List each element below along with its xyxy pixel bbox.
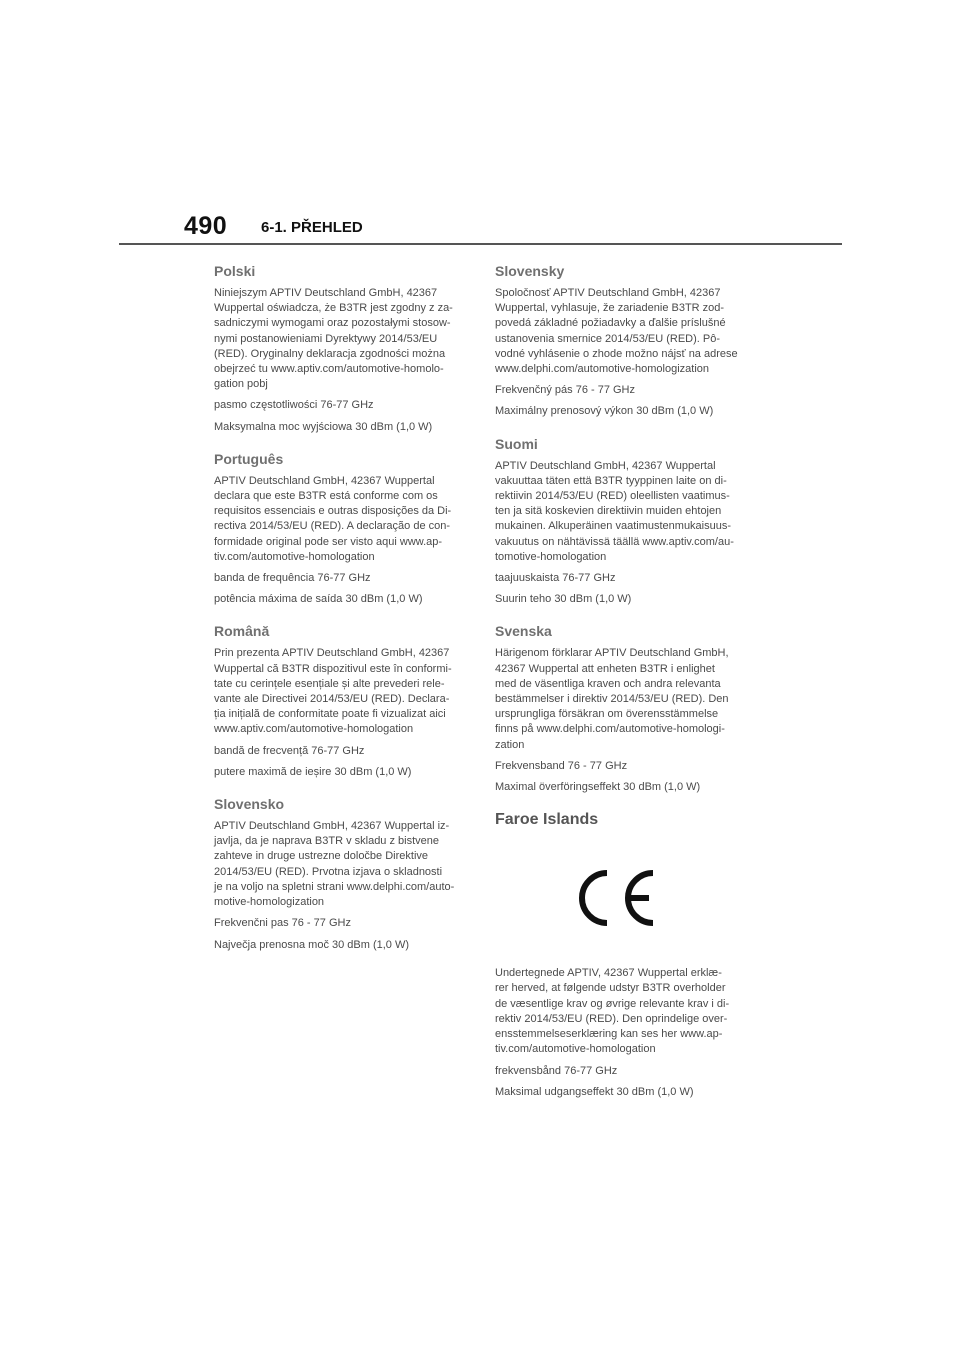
frequency-band: taajuuskaista 76-77 GHz xyxy=(495,572,616,585)
declaration-text: Prin prezenta APTIV Deutschland GmbH, 42367 Wuppertal că B3TR dispozitivul este în conformi- tate cu cerințele esențiale și alte prevederi rele- vante ale Directivei 2014/53/EU (RED). Declara- ția inițială de conformitate poate fi vizualizat aici www.aptiv.com/automotive-homologation xyxy=(214,647,452,736)
declaration-text: APTIV Deutschland GmbH, 42367 Wuppertal declara que este B3TR está conforme com os requisitos essenciais e outras disposições da Di- rectiva 2014/53/EU (RED). A declaração de con- formidade original pode ser visto aqui www.ap- tiv.com/automotive-homologation xyxy=(214,474,452,563)
max-power: Suurin teho 30 dBm (1,0 W) xyxy=(495,593,632,606)
frequency-band: pasmo częstotliwości 76-77 GHz xyxy=(214,399,374,412)
frequency-band: Frekvenčný pás 76 - 77 GHz xyxy=(495,384,636,397)
section-heading: Português xyxy=(214,450,284,467)
declaration-text: Undertegnede APTIV, 42367 Wuppertal erklæ- rer herved, at følgende udstyr B3TR overholder de væsentlige krav og øvrige relevante krav i di- rektiv 2014/53/EU (RED). Den oprindelige over- ensstemmelseserklæring kan ses her www.ap- tiv.com/automotive-homologation xyxy=(495,967,730,1056)
max-power: putere maximă de ieșire 30 dBm (1,0 W) xyxy=(214,765,412,778)
declaration-text: Niniejszym APTIV Deutschland GmbH, 42367 Wuppertal oświadcza, że B3TR jest zgodny z za- sadniczymi wymogami oraz pozostałymi stosow- nymi postanowieniami Dyrektywy 2014/53/EU (RED). Oryginalny deklaracja zgodności można obejrzeć tu www.aptiv.com/automotive-homolo- gation pobj xyxy=(214,287,453,391)
section-faroe-islands xyxy=(495,810,748,1100)
frequency-band: banda de frequência 76-77 GHz xyxy=(214,572,371,585)
ce-mark-icon xyxy=(573,868,659,928)
max-power: Maximal överföringseffekt 30 dBm (1,0 W) xyxy=(495,781,701,794)
frequency-band: Frekvensband 76 - 77 GHz xyxy=(495,759,628,772)
declaration-text: APTIV Deutschland GmbH, 42367 Wuppertal vakuuttaa täten että B3TR tyyppinen laite on di- rektiivin 2014/53/EU (RED) oleellisten vaatimus- ten ja sitä koskevien direktiivin muiden ehtojen mukainen. Alkuperäinen vaatimustenmukaisuus- vakuutus on nähtävissä täällä www.aptiv.com/au- tomotive-homologation xyxy=(495,459,734,563)
chapter-title: 6-1. PŘEHLED xyxy=(261,219,363,236)
section-heading: Suomi xyxy=(495,435,538,452)
page-number: 490 xyxy=(184,212,228,240)
max-power: Največja prenosna moč 30 dBm (1,0 W) xyxy=(214,938,410,951)
section-suomi xyxy=(495,435,748,608)
frequency-band: Frekvenčni pas 76 - 77 GHz xyxy=(214,917,351,930)
declaration-text: APTIV Deutschland GmbH, 42367 Wuppertal iz- javlja, da je naprava B3TR v skladu z bistvene zahteve in druge ustrezne določbe Direktive 2014/53/EU (RED). Prvotna izjava o skladnosti je na voljo na spletni strani www.delphi.com/auto- motive-homologization xyxy=(214,820,455,909)
max-power: Maximálny prenosový výkon 30 dBm (1,0 W) xyxy=(495,405,714,418)
max-power: potência máxima de saída 30 dBm (1,0 W) xyxy=(214,593,423,606)
frequency-band: frekvensbånd 76-77 GHz xyxy=(495,1064,618,1077)
right-column xyxy=(495,262,748,1115)
section-heading: Polski xyxy=(214,263,256,279)
section-slovensky xyxy=(495,262,748,420)
section-svenska xyxy=(495,622,748,795)
frequency-band: bandă de frecvență 76-77 GHz xyxy=(214,744,365,757)
max-power: Maksimal udgangseffekt 30 dBm (1,0 W) xyxy=(495,1085,694,1098)
section-portugues xyxy=(214,450,467,608)
section-heading-large: Faroe Islands xyxy=(495,811,599,829)
declaration-text: Härigenom förklarar APTIV Deutschland GmbH, 42367 Wuppertal att enheten B3TR i enlighet med de väsentliga kraven och andra relevanta bestämmelser i direktiv 2014/53/EU (RED). Den ursprungliga försäkran om överensstämmelse finns på www.delphi.com/automotive-homologi- zation xyxy=(495,647,729,751)
section-romana xyxy=(214,622,467,780)
section-slovensko xyxy=(214,795,467,953)
section-heading: Svenska xyxy=(495,623,552,640)
page-header xyxy=(0,0,960,250)
section-heading: Română xyxy=(214,623,270,640)
section-heading: Slovensko xyxy=(214,796,285,813)
section-polski xyxy=(214,262,467,435)
left-column xyxy=(214,262,467,968)
section-heading: Slovensky xyxy=(495,263,565,279)
declaration-text: Spoločnosť APTIV Deutschland GmbH, 42367 Wuppertal, vyhlasuje, že zariadenie B3TR zod- povedá základné požiadavky a ďalšie príslušné ustanovenia smernice 2014/53/EU (RED). Pô- vodné vyhlásenie o zhode možno nájsť na adrese www.delphi.com/automotive-homologization xyxy=(495,287,738,376)
header-divider xyxy=(119,243,842,245)
max-power: Maksymalna moc wyjściowa 30 dBm (1,0 W) xyxy=(214,420,433,433)
